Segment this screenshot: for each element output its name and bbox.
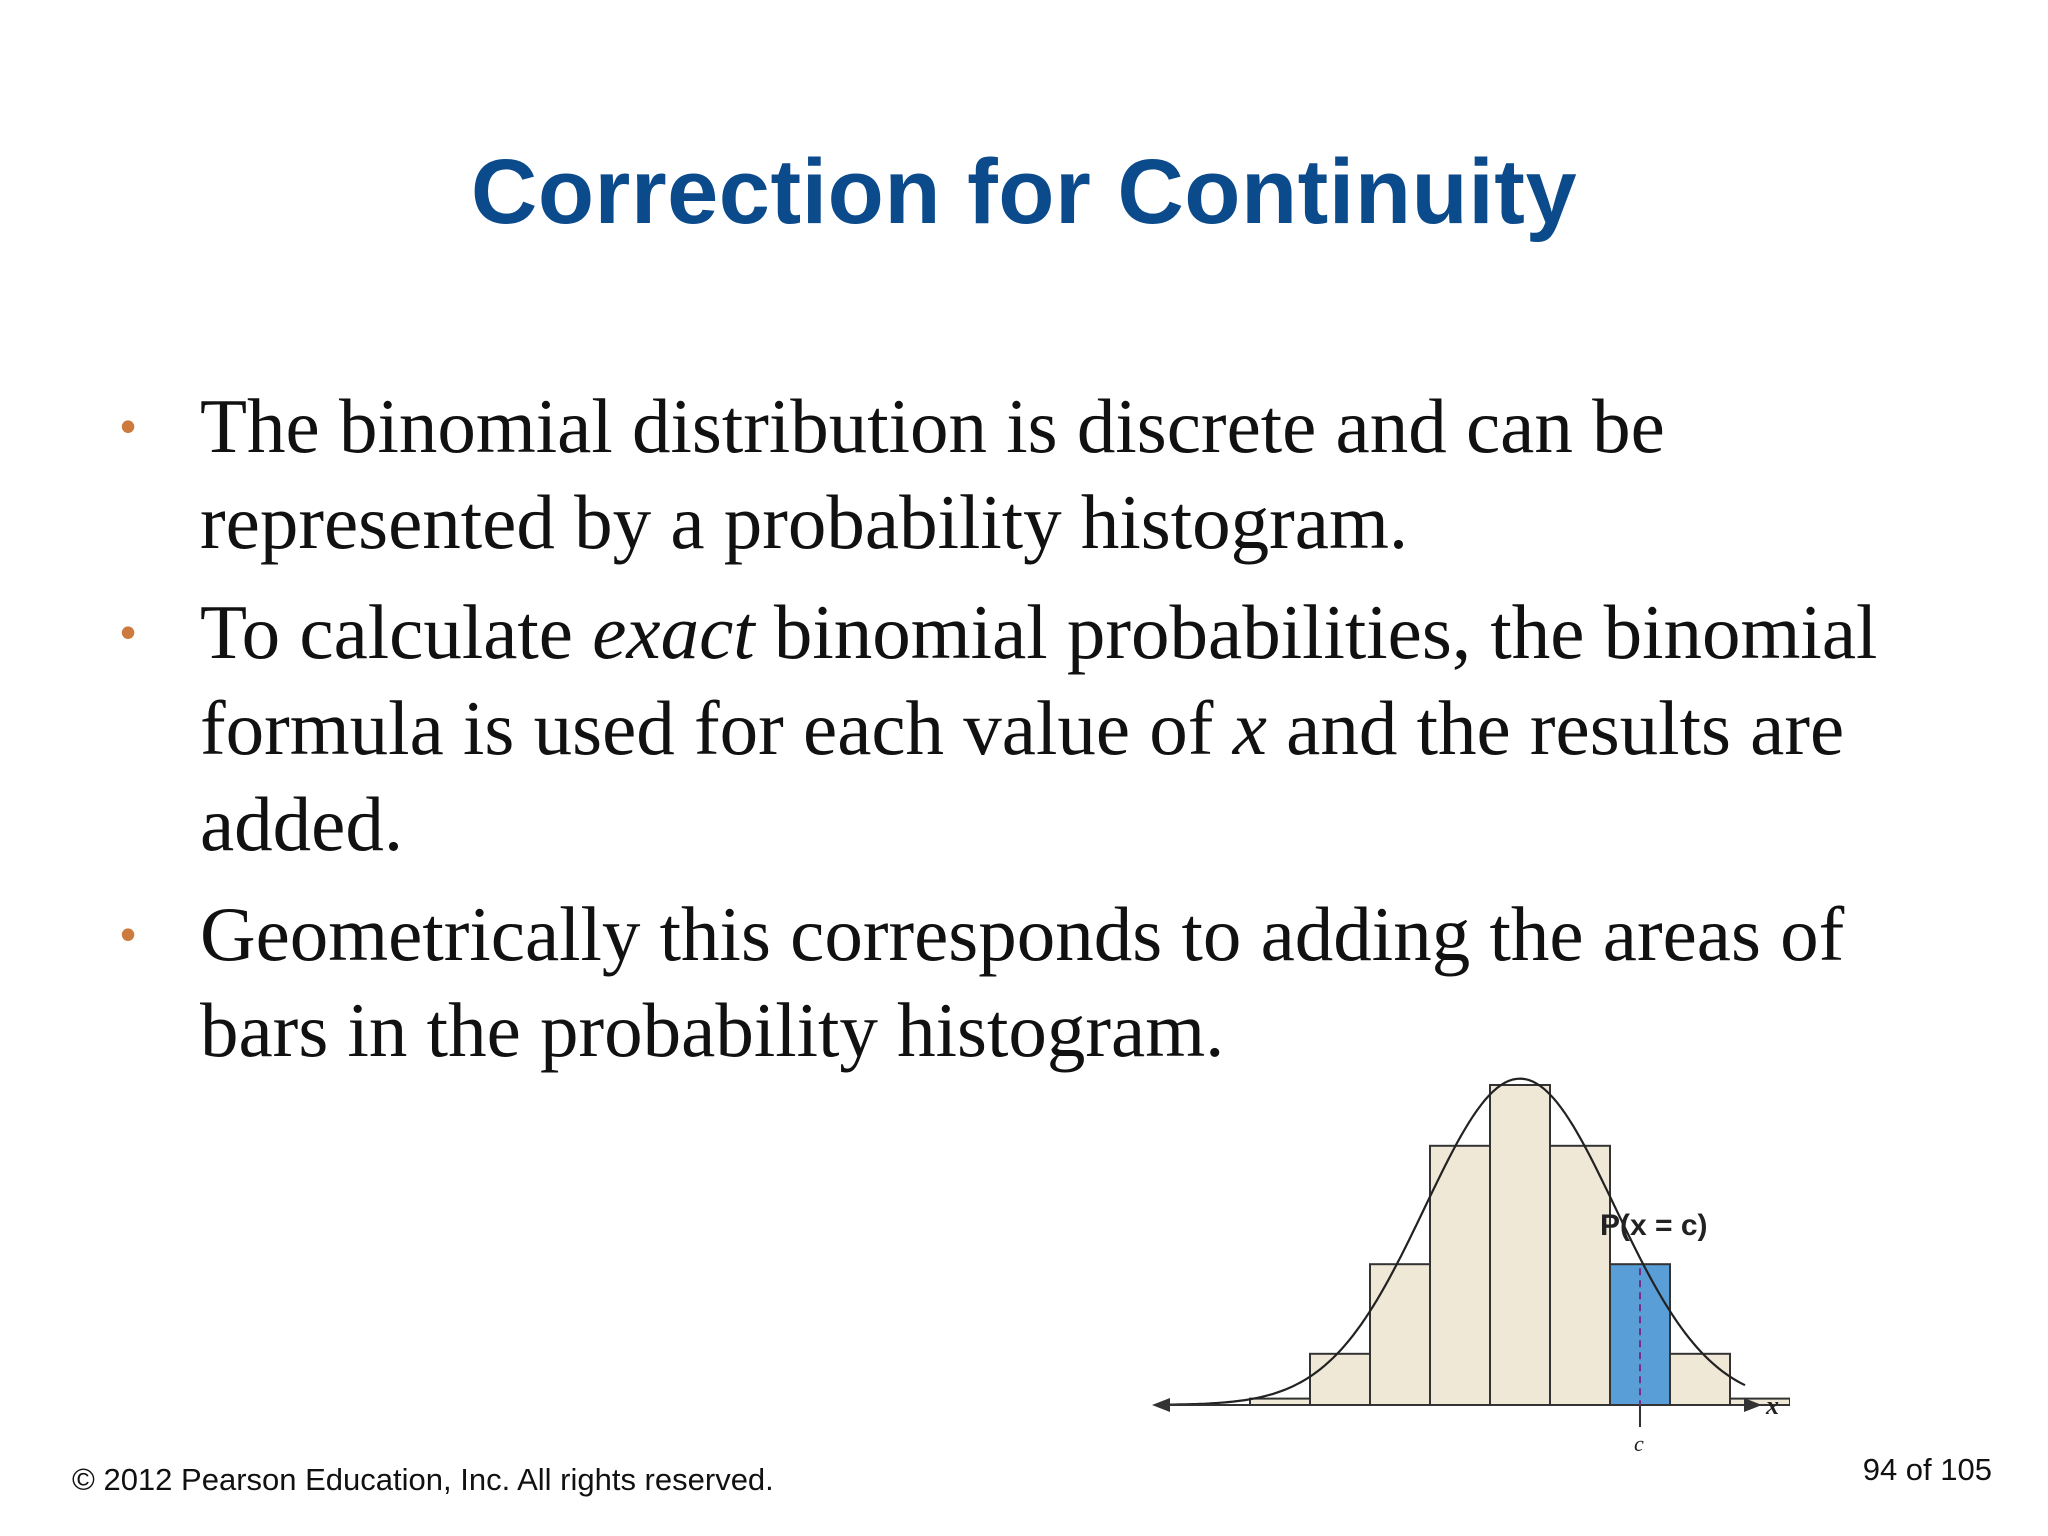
histogram-figure [1150,1075,1790,1455]
histogram-bar [1310,1354,1370,1405]
x-axis-label: x [1766,1391,1779,1420]
copyright-footer: © 2012 Pearson Education, Inc. All rights reserved. [72,1462,774,1497]
bullet-dot-icon: • [120,606,137,658]
histogram-bar [1670,1354,1730,1405]
bullet-segment: The binomial distribution is discrete and can be represented by a probability histogram. [200,383,1665,565]
histogram-bar [1490,1085,1550,1405]
bullet-italic-segment: x [1232,685,1267,771]
arrow-left-icon [1152,1398,1170,1412]
bullet-text [200,589,1877,867]
histogram-bar [1550,1146,1610,1405]
probability-label: P(x = c) [1600,1209,1708,1242]
bullet-item-2 [120,584,1960,872]
c-label: c [1634,1431,1644,1455]
bullet-text [200,891,1844,1073]
bullet-text [200,383,1665,565]
histogram-bar [1370,1264,1430,1405]
bullet-segment: Geometrically this corresponds to adding the areas of bars in the probability histogram. [200,891,1845,1073]
slide-title: Correction for Continuity [470,141,1578,243]
bullet-item-3 [120,886,1960,1078]
histogram-bar [1430,1146,1490,1405]
bullet-segment: binomial probabilities, the binomial formula is used for each value of [200,589,1878,771]
bullet-segment: To calculate [200,589,593,675]
bullet-dot-icon: • [120,400,137,452]
bullet-list [120,378,1960,1092]
page-number: 94 of 105 [1862,1452,1992,1487]
bullet-dot-icon: • [120,908,137,960]
bullet-item-1 [120,378,1960,570]
bullet-segment: and the results are added. [200,685,1845,867]
histogram-bars [1250,1085,1790,1405]
bullet-italic-segment: exact [592,589,755,675]
